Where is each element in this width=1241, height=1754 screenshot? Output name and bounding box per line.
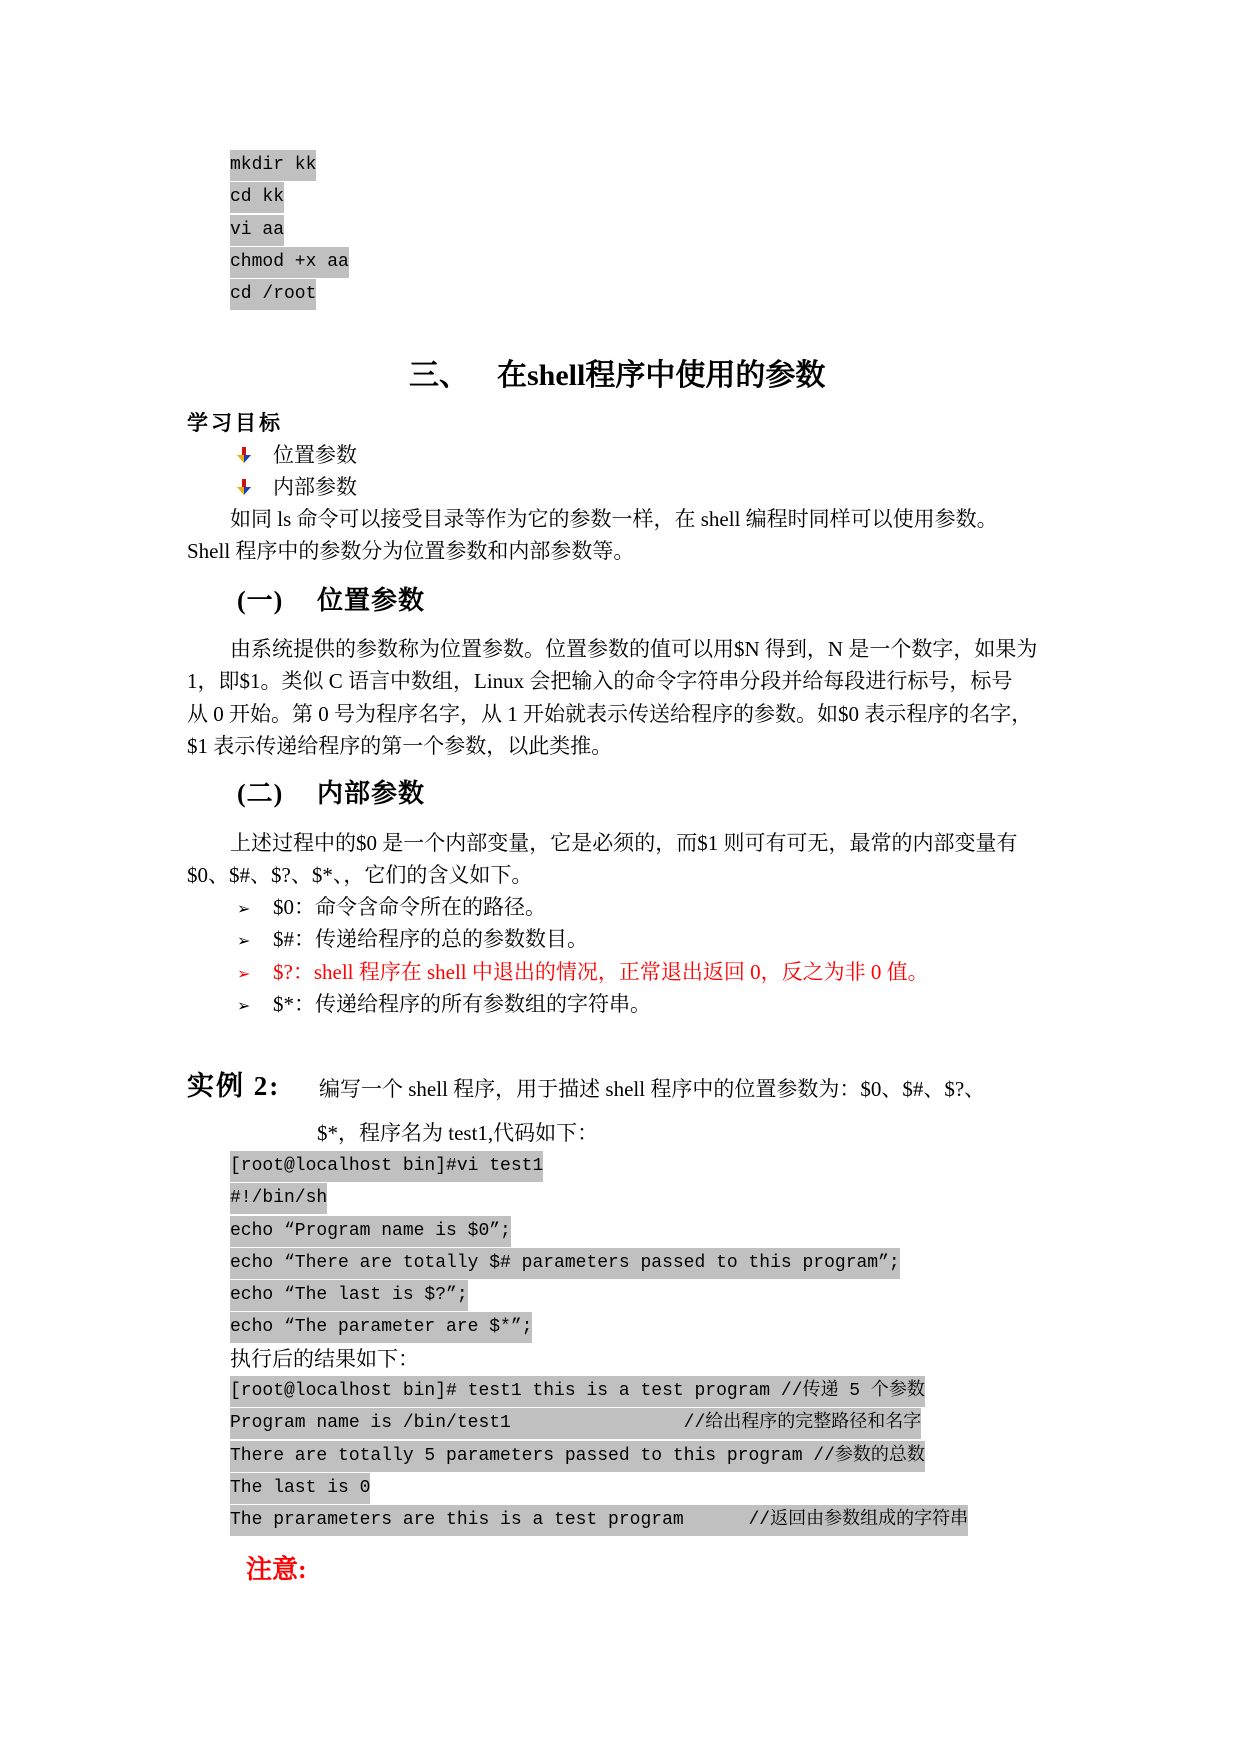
list-item-text: $*：传递给程序的所有参数组的字符串。 [273,991,651,1016]
list-item-text: $#：传递给程序的总的参数数目。 [273,927,588,952]
objective-label: 位置参数 [273,443,357,467]
list-item-text: $?：shell 程序在 shell 中退出的情况，正常退出返回 0，反之为非 0 值。 [273,959,929,984]
arrowhead-bullet-icon [237,958,273,990]
code-text: echo “Program name is $0”; [230,1216,511,1247]
code-text: cd /root [230,279,316,310]
section-number: 三、 [409,359,469,392]
arrowhead-bullet-icon [237,990,273,1022]
paragraph-line: Shell 程序中的参数分为位置参数和内部参数等。 [187,539,635,564]
code-line [230,279,349,311]
internal-variable-list [237,891,929,1020]
code-line [230,1216,900,1248]
code-line [230,182,349,214]
paragraph-line: 由系统提供的参数称为位置参数。位置参数的值可以用$N 得到，N 是一个数字，如果为 [230,637,1038,661]
code-text: echo “The last is $?”; [230,1280,468,1311]
code-text: The last is 0 [230,1473,370,1504]
subsection-title: 内部参数 [317,779,426,808]
note-label: 注意: [246,1555,307,1584]
example-output-code [230,1376,968,1537]
objectives-heading: 学习目标 [187,411,283,435]
example-description-line: $*，程序名为 test1,代码如下： [317,1121,599,1145]
example-description-line: 编写一个 shell 程序，用于描述 shell 程序中的位置参数为：$0、$#、$?、 [319,1077,986,1101]
code-line [230,247,349,279]
subsection-number: (二) [237,779,284,808]
section-heading [409,354,825,398]
code-line [230,1248,900,1280]
code-line [230,1376,968,1408]
objective-label: 内部参数 [273,474,357,499]
colored-down-arrow-icon [237,472,273,504]
code-text: Program name is /bin/test1 //给出程序的完整路径和名字 [230,1408,921,1439]
code-line [230,1280,900,1312]
code-text: The prarameters are this is a test program //返回由参数组成的字符串 [230,1505,968,1536]
code-line [230,1505,968,1537]
code-line [230,1183,900,1215]
list-item [237,472,357,504]
paragraph-line: 从 0 开始。第 0 号为程序名字，从 1 开始就表示传送给程序的参数。如$0 表示程序的名字， [187,701,1033,726]
paragraph-line: 1，即$1。类似 C 语言中数组，Linux 会把输入的命令字符串分段并给每段进行标号，标号 [187,669,1013,694]
example-label: 实例 2: [187,1071,281,1101]
paragraph-line: $0、$#、$?、$*、，它们的含义如下。 [187,863,533,888]
code-line [230,1473,968,1505]
internal-paragraph [187,827,1018,892]
list-item [237,923,929,955]
list-item [237,956,929,988]
code-line [230,150,349,182]
section-title: 在shell程序中使用的参数 [497,359,826,392]
paragraph-line: $1 表示传递给程序的第一个参数，以此类推。 [187,733,613,758]
example-script-code [230,1151,900,1345]
arrowhead-bullet-icon [237,925,273,957]
list-item [237,988,929,1020]
subsection-number: (一) [237,586,284,615]
colored-down-arrow-icon [237,440,273,472]
command-code-block [230,150,349,311]
code-text: mkdir kk [230,150,316,181]
positional-paragraph [187,633,1037,762]
paragraph-line: 如同 ls 命令可以接受目录等作为它的参数一样，在 shell 编程时同样可以使用参数。 [230,507,998,531]
code-line [230,1151,900,1183]
arrowhead-bullet-icon [237,893,273,925]
code-text: [root@localhost bin]#vi test1 [230,1151,543,1182]
code-line [230,1408,968,1440]
subsection-heading-positional [237,583,425,619]
code-text: #!/bin/sh [230,1183,327,1214]
code-line [230,1312,900,1344]
code-text: [root@localhost bin]# test1 this is a test program //传递 5 个参数 [230,1376,925,1407]
code-text: There are totally 5 parameters passed to this program //参数的总数 [230,1441,925,1472]
list-item-text: $0：命令含命令所在的路径。 [273,895,546,919]
code-line [230,215,349,247]
code-text: echo “The parameter are $*”; [230,1312,532,1343]
code-text: chmod +x aa [230,247,349,278]
subsection-heading-internal [237,776,425,812]
objectives-list [237,440,357,503]
code-text: cd kk [230,182,284,213]
paragraph-line: 上述过程中的$0 是一个内部变量，它是必须的，而$1 则可有可无，最常的内部变量有 [230,831,1018,855]
list-item [237,440,357,472]
code-text: echo “There are totally $# parameters passed to this program”; [230,1248,900,1279]
code-line [230,1441,968,1473]
subsection-title: 位置参数 [317,586,426,615]
intro-paragraph [187,503,998,568]
list-item [237,891,929,923]
result-intro: 执行后的结果如下： [230,1347,419,1371]
code-text: vi aa [230,215,284,246]
